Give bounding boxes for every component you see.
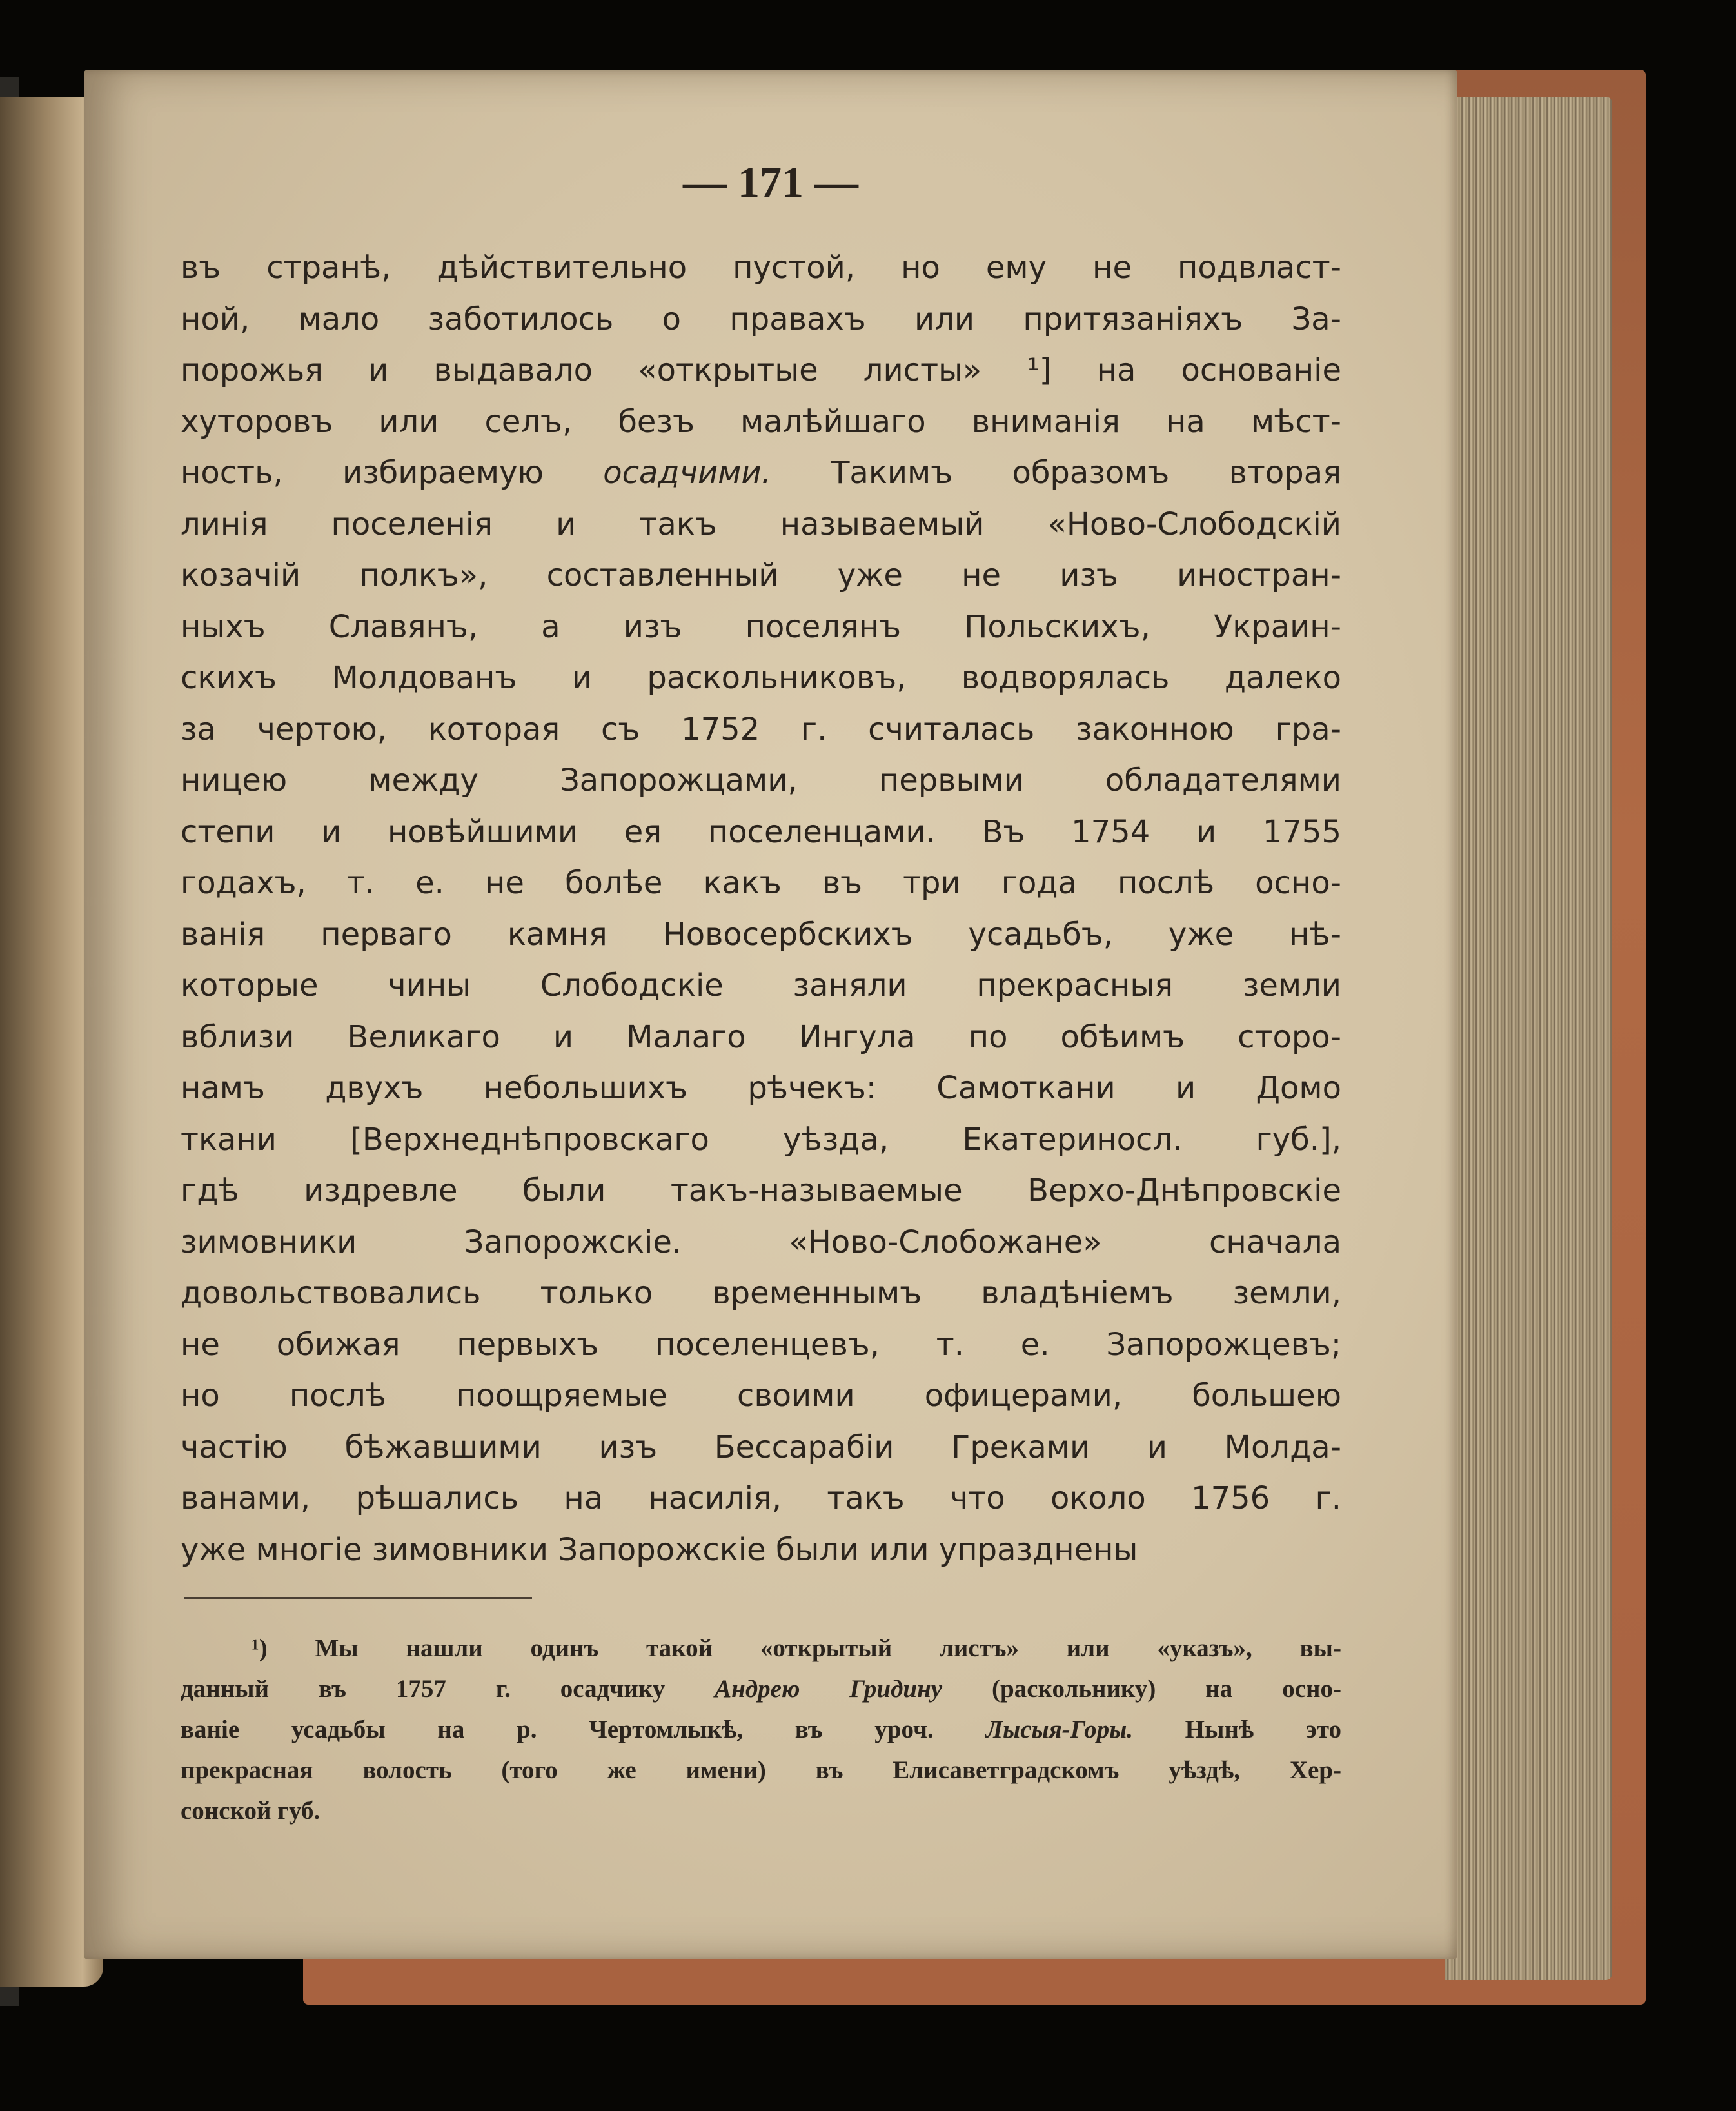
footnote-line: сонской губ. — [181, 1797, 321, 1825]
footnote-line — [181, 1669, 1341, 1709]
text-fragment: Такимъ образомъ вторая — [771, 455, 1341, 491]
footnote-line: прекрасная волость (того же имени) въ Елисаветградскомъ уѣздѣ, Хер- — [181, 1756, 1341, 1784]
text-line: годахъ, т. е. не болѣе какъ въ три года послѣ осно- — [181, 865, 1341, 901]
text-line: вблизи Великаго и Малаго Ингула по обѣимъ сторо- — [181, 1018, 1341, 1055]
text-line: скихъ Молдованъ и раскольниковъ, водворялась далеко — [181, 660, 1341, 696]
text-line: ницею между Запорожцами, первыми обладателями — [181, 762, 1341, 798]
text-line: въ странѣ, дѣйствительно пустой, но ему не подвласт- — [181, 250, 1341, 286]
text-fragment: данный въ 1757 г. осадчику — [181, 1675, 715, 1703]
text-line: довольствовались только временнымъ владѣніемъ земли, — [181, 1275, 1341, 1311]
footnote-divider — [184, 1597, 532, 1599]
footnote-line: ¹) Мы нашли одинъ такой «открытый листъ» или «указъ», вы- — [252, 1634, 1341, 1662]
text-line: не обижая первыхъ поселенцевъ, т. е. Запорожцевъ; — [181, 1326, 1341, 1363]
text-fragment: ваніе усадьбы на р. Чертомлыкѣ, въ уроч. — [181, 1716, 986, 1743]
text-line: хуторовъ или селъ, безъ малѣйшаго вниманія на мѣст- — [181, 403, 1341, 440]
footnote-line — [181, 1709, 1341, 1750]
text-line: зимовники Запорожскіе. «Ново-Слобожане» сначала — [181, 1224, 1341, 1260]
text-fragment: ность, избираемую — [181, 455, 544, 491]
footnote — [181, 1628, 1341, 1831]
text-line: частію бѣжавшими изъ Бессарабіи Греками и Молда- — [181, 1429, 1341, 1465]
text-line: но послѣ поощряемые своими офицерами, большею — [181, 1378, 1341, 1414]
text-line: ной, мало заботилось о правахъ или притязаніяхъ За- — [181, 301, 1341, 337]
text-line: ванія перваго камня Новосербскихъ усадьбъ, уже нѣ- — [181, 916, 1341, 953]
text-line: ткани [Верхнеднѣпровскаго уѣзда, Екатериносл. губ.], — [181, 1121, 1341, 1158]
text-fragment: (раскольнику) на осно- — [942, 1675, 1341, 1703]
italic-word: осадчими. — [603, 455, 771, 491]
text-line: ванами, рѣшались на насилія, такъ что около 1756 г. — [181, 1480, 1341, 1516]
body-text — [181, 243, 1341, 1576]
book-page — [84, 70, 1457, 1959]
text-line: гдѣ издревле были такъ-называемые Верхо-Днѣпровскіе — [181, 1173, 1341, 1209]
text-line: намъ двухъ небольшихъ рѣчекъ: Самоткани и Домо — [181, 1070, 1341, 1106]
text-line: ныхъ Славянъ, а изъ поселянъ Польскихъ, Украин- — [181, 608, 1341, 645]
text-line: за чертою, которая съ 1752 г. считалась законною гра- — [181, 711, 1341, 748]
text-line: уже многіе зимовники Запорожскіе были или упразднены — [181, 1531, 1138, 1568]
italic-place: Лысыя-Горы. — [985, 1716, 1134, 1743]
text-line — [181, 448, 1341, 499]
text-line: линія поселенія и такъ называемый «Ново-Слободскій — [181, 506, 1341, 542]
text-line: которые чины Слободскіе заняли прекрасныя земли — [181, 967, 1341, 1004]
page-number: — 171 — — [683, 157, 858, 206]
text-line: козачій полкъ», составленный уже не изъ иностран- — [181, 557, 1341, 593]
text-fragment: Нынѣ это — [1133, 1716, 1341, 1743]
italic-name: Андрею Гридину — [715, 1675, 943, 1703]
page-stack-edge — [1445, 97, 1612, 1980]
text-line: степи и новѣйшими ея поселенцами. Въ 1754 и 1755 — [181, 813, 1341, 850]
text-line: порожья и выдавало «открытые листы» ¹] на основаніе — [181, 352, 1341, 388]
